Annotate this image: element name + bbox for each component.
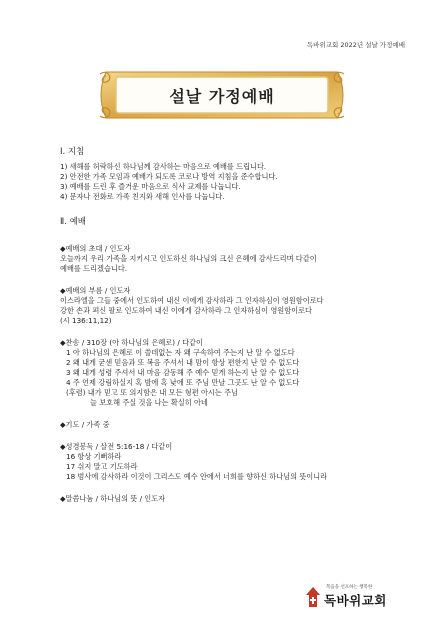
logo-slogan: 복음을 선포하는 행복한: [326, 585, 373, 590]
page-title: 설날 가정예배: [169, 86, 275, 106]
guideline-item: 4) 문자나 전화로 가족 친지와 새해 인사를 나눕니다.: [60, 192, 225, 201]
responsive-reading-text: 이스라엘을 그들 중에서 인도하여 내신 이에게 감사하라 그 인자하심이 영원함이로다: [60, 296, 324, 305]
hymn-refrain: (후렴) 내가 믿고 또 의지함은 내 모든 형편 아시는 주님: [66, 388, 238, 397]
call-to-worship-text: 오늘까지 우리 가족을 지키시고 인도하신 하나님의 크신 은혜에 감사드리며 다같이: [60, 254, 317, 263]
guideline-item: 2) 안전한 가족 모임과 예배가 되도록 코로나 방역 지침을 준수합니다.: [60, 172, 278, 181]
church-emblem-icon: [304, 586, 322, 608]
hymn-verse: 1 아 하나님의 은혜로 이 쓸데없는 자 왜 구속하여 주는지 난 알 수 없도다: [66, 348, 295, 357]
call-to-worship-text: 예배를 드리겠습니다.: [60, 264, 128, 273]
section-title-worship: Ⅱ. 예배: [60, 217, 87, 227]
scripture-heading: ◆성경봉독 / 살전 5:16-18 / 다같이: [60, 442, 173, 451]
scripture-verse: 16 항상 기뻐하라: [66, 452, 122, 461]
guideline-item: 1) 새해를 허락하신 하나님께 감사하는 마음으로 예배를 드립니다.: [60, 162, 267, 171]
hymn-verse: 4 주 언제 강림하실지 혹 밤에 혹 낮에 또 주님 만날 그곳도 난 알 수 없도다: [66, 378, 300, 387]
title-banner: [96, 66, 348, 124]
sermon-heading: ◆말씀나눔 / 하나님의 뜻 / 인도자: [60, 494, 166, 503]
scripture-verse: 17 쉬지 말고 기도하라: [66, 462, 138, 471]
hymn-verse: 3 왜 내게 성령 주셔서 내 마음 감동해 주 예수 믿게 하는지 난 알 수 없도다: [66, 368, 300, 377]
section-title-guidelines: Ⅰ. 지침: [60, 147, 85, 157]
document-body: [60, 147, 400, 504]
prayer-heading: ◆기도 / 가족 중: [60, 420, 110, 429]
hymn-refrain: 늘 보호해 주실 것을 나는 확실히 아네: [90, 398, 208, 407]
document-header: 독바위교회 2022년 설날 가정예배: [306, 41, 405, 49]
logo-name: 독바위교회: [324, 593, 387, 608]
church-logo: [302, 583, 412, 613]
hymn-heading: ◆찬송 / 310장 (아 하나님의 은혜로) / 다같이: [60, 338, 203, 347]
scripture-verse: 18 범사에 감사하라 이것이 그리스도 예수 안에서 너희를 향하신 하나님의 뜻이니라: [66, 472, 328, 481]
call-to-worship-heading: ◆예배의 초대 / 인도자: [60, 244, 131, 253]
responsive-reading-heading: ◆예배의 부름 / 인도자: [60, 286, 131, 295]
guideline-item: 3) 예배를 드린 후 즐거운 마음으로 식사 교제를 나눕니다.: [60, 182, 241, 191]
responsive-reading-text: 강한 손과 펴신 팔로 인도하여 내신 이에게 감사하라 그 인자하심이 영원함이로다: [60, 306, 312, 315]
responsive-reading-reference: (시 136:11,12): [60, 316, 112, 325]
hymn-verse: 2 왜 내게 굳센 믿음과 또 복음 주셔서 내 맘이 항상 편한지 난 알 수 없도다: [66, 358, 300, 367]
